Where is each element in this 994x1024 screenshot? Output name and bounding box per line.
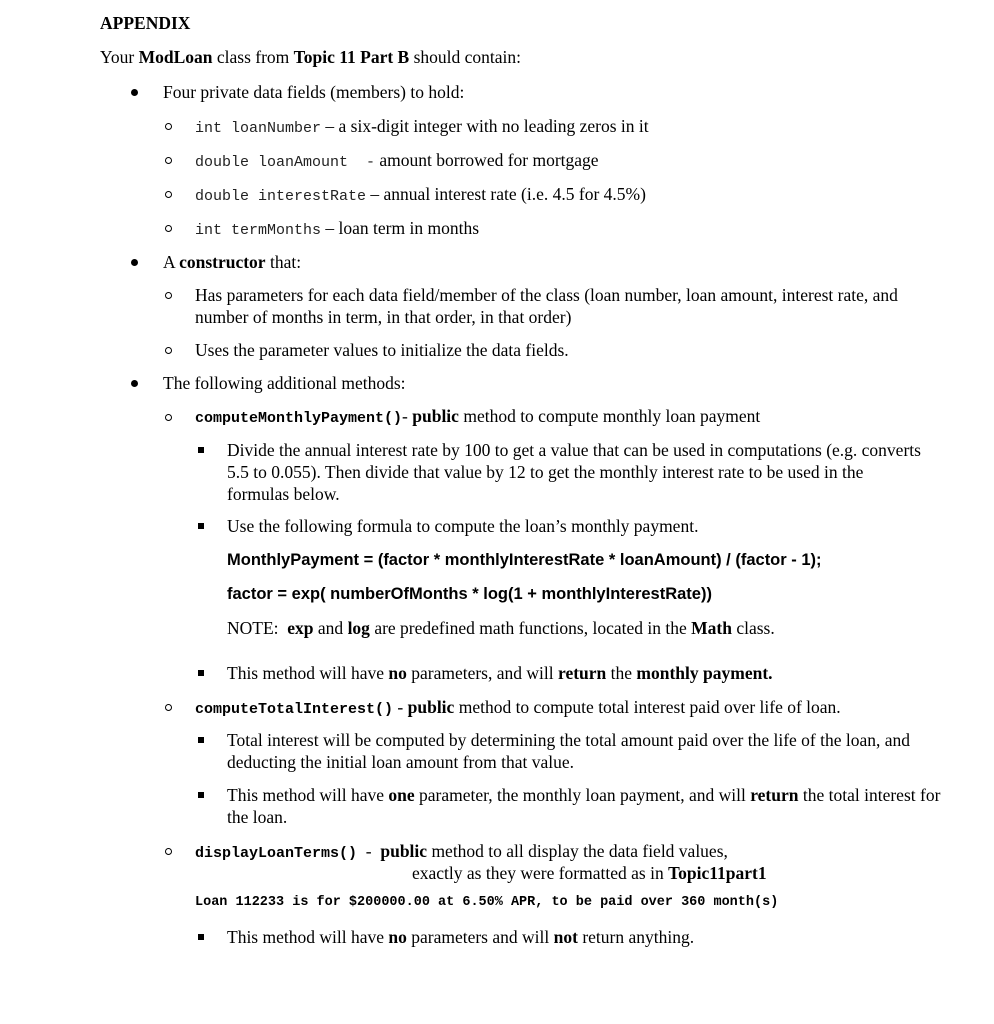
circle-bullet-icon: [165, 191, 172, 198]
field-desc: – a six-digit integer with no leading zeros in it: [325, 116, 649, 136]
ret-pre: This method will have: [227, 785, 389, 805]
monthly-step: Use the following formula to compute the loan’s monthly payment.: [227, 516, 699, 536]
class-name: ModLoan: [138, 47, 213, 67]
intro-mid: class from: [212, 47, 294, 67]
bullet-icon: [131, 89, 138, 96]
ret-return: return: [750, 785, 799, 805]
topic-ref: Topic 11 Part B: [293, 47, 410, 67]
intro-pre: Your: [100, 47, 139, 67]
method-desc: method to compute total interest paid over life of loan.: [454, 697, 841, 717]
access-modifier: public: [407, 697, 455, 717]
bullet-icon: [131, 380, 138, 387]
field-item: [195, 183, 646, 208]
note-math: Math: [691, 618, 732, 638]
ret-not: not: [553, 927, 578, 947]
intro-line: [100, 46, 521, 68]
ret-post: return anything.: [577, 927, 695, 947]
display-desc-continued: [412, 862, 767, 884]
intro-post: should contain:: [409, 47, 522, 67]
ret-pre: This method will have: [227, 663, 389, 683]
constructor-pre: A: [163, 252, 180, 272]
circle-bullet-icon: [165, 414, 172, 421]
field-code: double interestRate: [195, 188, 367, 205]
circle-bullet-icon: [165, 347, 172, 354]
ret-return: return: [558, 663, 607, 683]
field-item: [195, 115, 649, 140]
desc2-topic: Topic11part1: [668, 863, 767, 883]
circle-bullet-icon: [165, 292, 172, 299]
ret-mid: parameters and will: [406, 927, 554, 947]
ret-one: one: [388, 785, 415, 805]
note-pre: NOTE:: [227, 618, 288, 638]
circle-bullet-icon: [165, 157, 172, 164]
field-desc: – loan term in months: [325, 218, 480, 238]
method-monthly: [195, 405, 760, 430]
note-exp: exp: [287, 618, 314, 638]
square-bullet-icon: [198, 792, 204, 798]
ret-mid: parameter, the monthly loan payment, and will: [414, 785, 751, 805]
method-desc: method to compute monthly loan payment: [458, 406, 761, 426]
access-modifier: public: [412, 406, 459, 426]
method-name: computeMonthlyPayment(): [195, 410, 403, 427]
note-and: and: [313, 618, 348, 638]
sample-output: Loan 112233 is for $200000.00 at 6.50% APR, to be paid over 360 month(s): [195, 895, 779, 910]
formula-factor: factor = exp( numberOfMonths * log(1 + monthlyInterestRate)): [227, 585, 712, 603]
circle-bullet-icon: [165, 704, 172, 711]
constructor-item: Has parameters for each data field/member of the class (loan number, loan amount, interest rate, and number of months in term, in that order, in that order): [195, 285, 898, 327]
ret-pre: This method will have: [227, 927, 389, 947]
monthly-return: [227, 662, 773, 684]
note-mid: are predefined math functions, located in the: [369, 618, 692, 638]
method-sep: -: [393, 697, 408, 717]
constructor-keyword: constructor: [179, 252, 266, 272]
bullet-icon: [131, 259, 138, 266]
square-bullet-icon: [198, 670, 204, 676]
access-modifier: public: [380, 841, 428, 861]
ret-mid: parameters, and will: [406, 663, 558, 683]
note-post: class.: [731, 618, 775, 638]
circle-bullet-icon: [165, 123, 172, 130]
desc2-pre: exactly as they were formatted as in: [412, 863, 669, 883]
square-bullet-icon: [198, 523, 204, 529]
method-name: computeTotalInterest(): [195, 701, 394, 718]
field-item: [195, 217, 479, 242]
circle-bullet-icon: [165, 848, 172, 855]
math-note: [227, 617, 775, 639]
total-return: [227, 784, 947, 828]
field-code: int termMonths: [195, 222, 322, 239]
appendix-heading: APPENDIX: [100, 13, 191, 33]
field-code: double loanAmount -: [195, 154, 376, 171]
square-bullet-icon: [198, 934, 204, 940]
ret-payment: monthly payment.: [636, 663, 773, 683]
constructor-post: that:: [265, 252, 302, 272]
constructor-item: Uses the parameter values to initialize the data fields.: [195, 340, 569, 360]
method-desc: method to all display the data field values,: [427, 841, 728, 861]
total-step: Total interest will be computed by determining the total amount paid over the life of the loan, and deducting the initial loan amount from that value.: [227, 730, 911, 772]
method-total: [195, 696, 841, 721]
square-bullet-icon: [198, 737, 204, 743]
ret-no: no: [388, 663, 407, 683]
methods-label: The following additional methods:: [163, 373, 406, 393]
method-sep: -: [402, 406, 413, 426]
monthly-step: Divide the annual interest rate by 100 to get a value that can be used in computations (e.g. converts 5.5 to 0.055). Then divide that value by 12 to get the monthly interest rate to be used in the formulas below.: [227, 440, 921, 504]
method-name: displayLoanTerms(): [195, 845, 358, 862]
field-desc: amount borrowed for mortgage: [379, 150, 599, 170]
ret-post: the total interest for the loan.: [227, 785, 941, 827]
ret-the: the: [606, 663, 637, 683]
field-desc: – annual interest rate (i.e. 4.5 for 4.5%): [370, 184, 646, 204]
method-sep: -: [357, 841, 381, 861]
field-item: [195, 149, 599, 174]
display-return: [227, 926, 694, 948]
formula-monthly-payment: MonthlyPayment = (factor * monthlyInterestRate * loanAmount) / (factor - 1);: [227, 551, 822, 569]
constructor-label: [163, 251, 301, 273]
square-bullet-icon: [198, 447, 204, 453]
circle-bullet-icon: [165, 225, 172, 232]
ret-no: no: [388, 927, 407, 947]
fields-label: Four private data fields (members) to hold:: [163, 82, 465, 102]
note-log: log: [347, 618, 370, 638]
field-code: int loanNumber: [195, 120, 322, 137]
